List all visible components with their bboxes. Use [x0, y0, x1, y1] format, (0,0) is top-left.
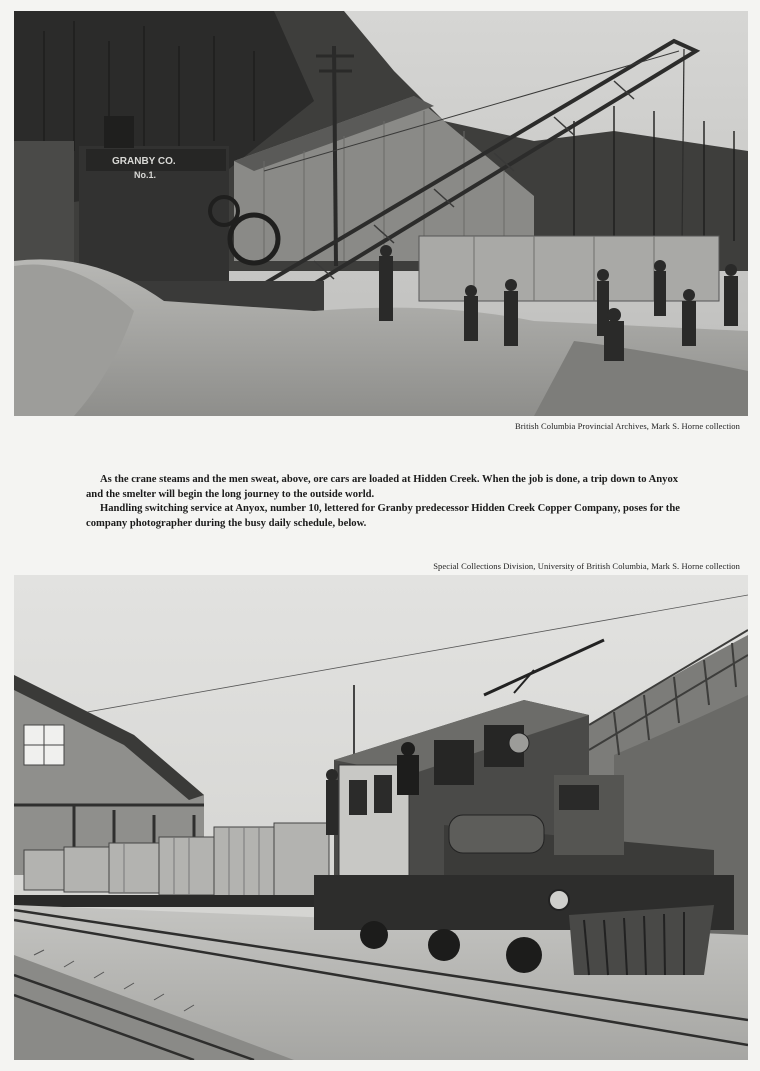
crane-loading-ore-cars-photo [14, 11, 748, 416]
top-photo-credit: British Columbia Provincial Archives, Mark S. Horne collection [514, 421, 740, 431]
caption-paragraph: Handling switching service at Anyox, number 10, lettered for Granby predecessor Hidden Creek Copper Company, poses for the company photographer during the busy daily schedule, below. [86, 503, 680, 529]
bottom-photo [14, 575, 748, 1060]
top-photo [14, 11, 748, 416]
locomotive-number-sign: No.1. [134, 170, 157, 180]
electric-locomotive-photo [14, 575, 748, 1060]
caption-paragraph: As the crane steams and the men sweat, above, ore cars are loaded at Hidden Creek. When the job is done, a trip down to Anyox and the smelter will begin the long journey to the outside world. [86, 474, 679, 500]
locomotive-sign: GRANBY CO. [112, 156, 176, 167]
photo-caption [86, 473, 696, 531]
bottom-photo-credit: Special Collections Division, University of British Columbia, Mark S. Horne collection [433, 561, 740, 571]
